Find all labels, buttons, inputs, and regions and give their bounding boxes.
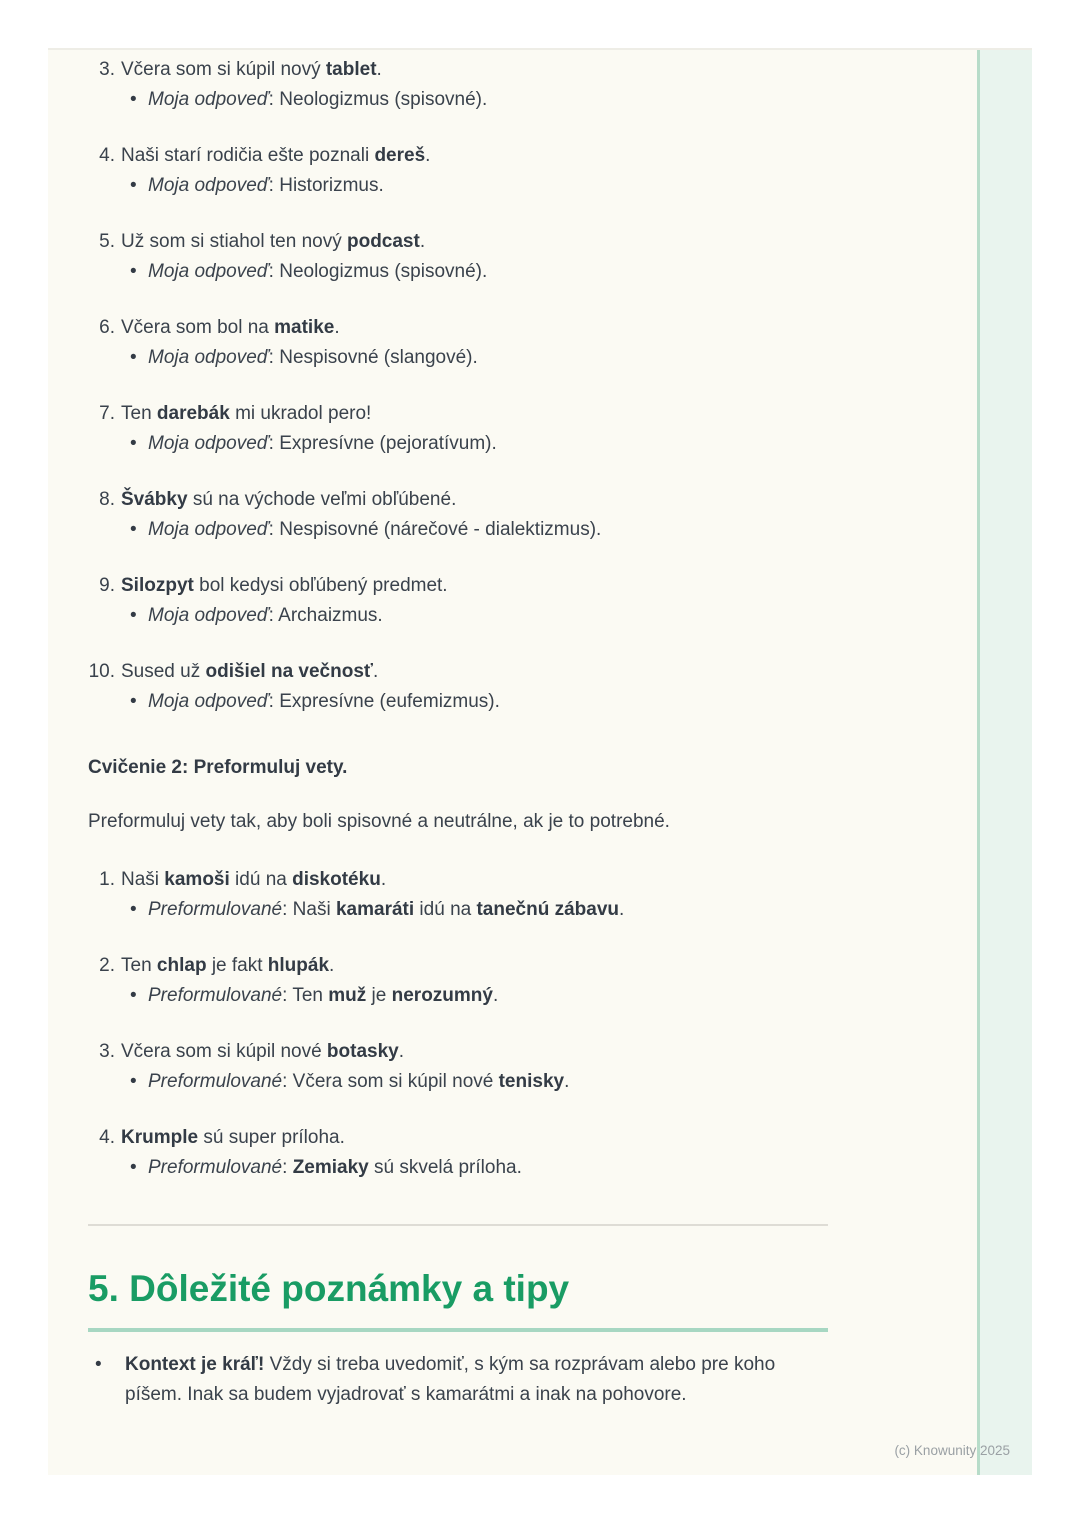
item-answer: Preformulované: Zemiaky sú skvelá príloha. — [148, 1157, 522, 1178]
item-answer-line — [88, 601, 828, 631]
item-number: 8. — [99, 489, 115, 510]
bullet-icon: • — [130, 175, 137, 196]
item-sentence-line — [88, 313, 828, 343]
item-answer: Moja odpoveď: Expresívne (pejoratívum). — [148, 433, 497, 454]
exercise2-item — [88, 1123, 828, 1183]
item-sentence: Krumple sú super príloha. — [121, 1127, 345, 1148]
item-answer-line — [88, 343, 828, 373]
item-number: 7. — [99, 403, 115, 424]
item-sentence: Švábky sú na východe veľmi obľúbené. — [121, 489, 457, 510]
bullet-icon: • — [130, 347, 137, 368]
item-sentence-line — [88, 657, 828, 687]
item-sentence-line — [88, 571, 828, 601]
tip-item — [88, 1350, 828, 1410]
item-answer: Preformulované: Naši kamaráti idú na tanečnú zábavu. — [148, 899, 625, 920]
item-answer: Moja odpoveď: Historizmus. — [148, 175, 384, 196]
item-answer-line — [88, 1067, 828, 1097]
item-sentence-line — [88, 1123, 828, 1153]
item-sentence: Včera som bol na matike. — [121, 317, 340, 338]
exercise1-item — [88, 485, 828, 545]
item-answer: Preformulované: Včera som si kúpil nové tenisky. — [148, 1071, 570, 1092]
item-answer: Preformulované: Ten muž je nerozumný. — [148, 985, 499, 1006]
item-sentence-line — [88, 485, 828, 515]
item-sentence-line — [88, 227, 828, 257]
exercise1-item — [88, 571, 828, 631]
exercise2-heading: Cvičenie 2: Preformuluj vety. — [88, 757, 348, 778]
item-sentence-line — [88, 1037, 828, 1067]
exercise1-item — [88, 141, 828, 201]
bullet-icon: • — [130, 1071, 137, 1092]
item-number: 3. — [99, 1041, 115, 1062]
document-page — [48, 48, 1032, 1475]
section5-title-underline — [88, 1328, 828, 1332]
item-sentence-line — [88, 399, 828, 429]
bullet-icon: • — [95, 1354, 102, 1375]
exercise2-list — [88, 865, 828, 1183]
item-number: 4. — [99, 145, 115, 166]
item-answer: Moja odpoveď: Expresívne (eufemizmus). — [148, 691, 500, 712]
bullet-icon: • — [130, 1157, 137, 1178]
exercise1-item — [88, 55, 828, 115]
item-sentence: Ten darebák mi ukradol pero! — [121, 403, 372, 424]
item-sentence-line — [88, 55, 828, 85]
item-sentence: Včera som si kúpil nové botasky. — [121, 1041, 405, 1062]
bullet-icon: • — [130, 261, 137, 282]
exercise2-item — [88, 951, 828, 1011]
item-answer: Moja odpoveď: Nespisovné (nárečové - dialektizmus). — [148, 519, 602, 540]
item-number: 4. — [99, 1127, 115, 1148]
bullet-icon: • — [130, 899, 137, 920]
exercise2-intro: Preformuluj vety tak, aby boli spisovné a neutrálne, ak je to potrebné. — [88, 811, 670, 832]
exercise1-item — [88, 227, 828, 287]
item-number: 6. — [99, 317, 115, 338]
item-sentence: Ten chlap je fakt hlupák. — [121, 955, 335, 976]
item-answer-line — [88, 171, 828, 201]
item-answer: Moja odpoveď: Neologizmus (spisovné). — [148, 89, 488, 110]
item-number: 3. — [99, 59, 115, 80]
item-sentence: Silozpyt bol kedysi obľúbený predmet. — [121, 575, 448, 596]
item-answer-line — [88, 895, 828, 925]
item-answer-line — [88, 1153, 828, 1183]
item-answer-line — [88, 257, 828, 287]
item-sentence-line — [88, 951, 828, 981]
item-answer: Moja odpoveď: Archaizmus. — [148, 605, 383, 626]
item-answer-line — [88, 429, 828, 459]
item-number: 5. — [99, 231, 115, 252]
bullet-icon: • — [130, 985, 137, 1006]
item-answer-line — [88, 85, 828, 115]
item-sentence-line — [88, 865, 828, 895]
item-sentence: Sused už odišiel na večnosť. — [121, 661, 379, 682]
item-answer-line — [88, 687, 828, 717]
item-sentence: Už som si stiahol ten nový podcast. — [121, 231, 426, 252]
item-sentence-line — [88, 141, 828, 171]
exercise1-item — [88, 399, 828, 459]
exercise1-item — [88, 657, 828, 717]
tip-text: Kontext je kráľ! Vždy si treba uvedomiť, s kým sa rozprávam alebo pre koho píšem. Inak sa budem vyjadrovať s kamarátmi a inak na pohovore. — [125, 1354, 776, 1405]
bullet-icon: • — [130, 433, 137, 454]
item-number: 10. — [88, 661, 115, 682]
item-answer-line — [88, 981, 828, 1011]
copyright-footer: (c) Knowunity 2025 — [894, 1443, 1010, 1458]
section5-title: 5. Dôležité poznámky a tipy — [88, 1268, 570, 1309]
exercise1-list — [88, 55, 828, 717]
bullet-icon: • — [130, 605, 137, 626]
exercise1-item — [88, 313, 828, 373]
item-answer: Moja odpoveď: Neologizmus (spisovné). — [148, 261, 488, 282]
item-sentence: Naši starí rodičia ešte poznali dereš. — [121, 145, 431, 166]
item-number: 9. — [99, 575, 115, 596]
item-number: 1. — [99, 869, 115, 890]
page-content — [88, 50, 828, 1410]
item-answer: Moja odpoveď: Nespisovné (slangové). — [148, 347, 478, 368]
bullet-icon: • — [130, 691, 137, 712]
exercise2-item — [88, 1037, 828, 1097]
bullet-icon: • — [130, 519, 137, 540]
tips-list — [88, 1350, 828, 1410]
item-answer-line — [88, 515, 828, 545]
item-sentence: Naši kamoši idú na diskotéku. — [121, 869, 387, 890]
page-edge-accent-bar — [977, 50, 1032, 1475]
item-sentence: Včera som si kúpil nový tablet. — [121, 59, 382, 80]
item-number: 2. — [99, 955, 115, 976]
bullet-icon: • — [130, 89, 137, 110]
exercise2-item — [88, 865, 828, 925]
section-divider — [88, 1224, 828, 1226]
